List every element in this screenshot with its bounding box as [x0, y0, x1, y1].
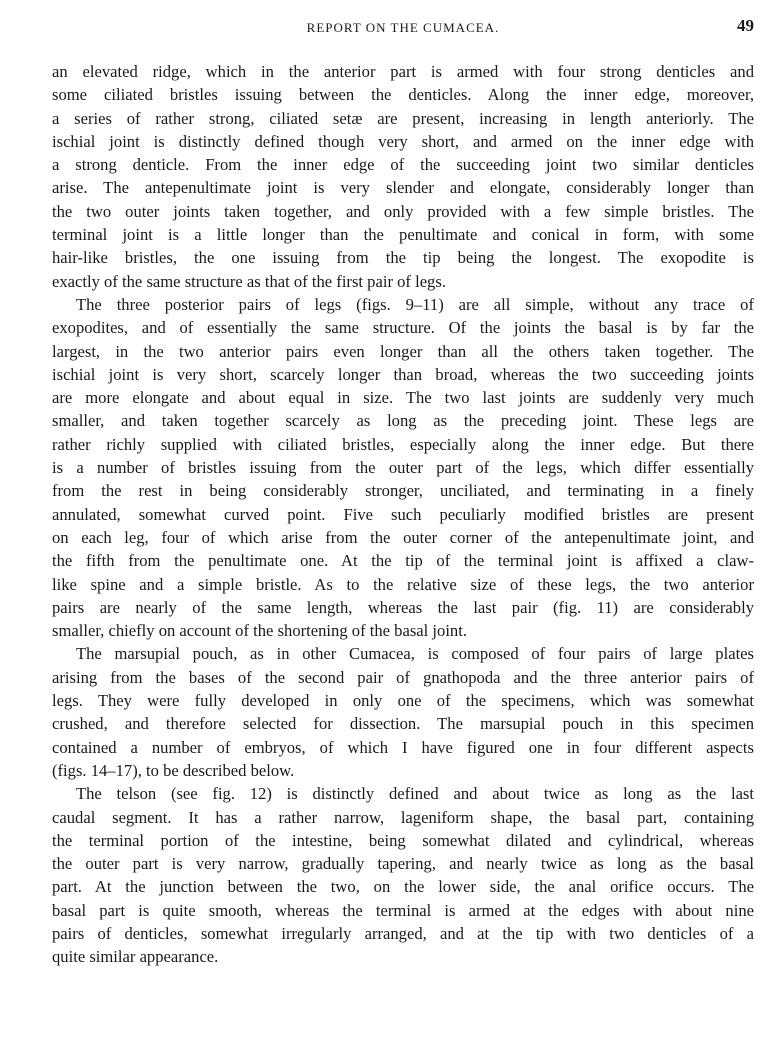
- text-line: like spine and a simple bristle. As to the relative size of these legs, the two anterior: [52, 574, 754, 594]
- text-line: (figs. 14–17), to be described below.: [52, 760, 295, 780]
- text-line: from the rest in being considerably stronger, unciliated, and terminating in a finely: [52, 481, 754, 501]
- text-line: terminal joint is a little longer than the penultimate and conical in form, with some: [52, 225, 754, 245]
- text-line: contained a number of embryos, of which I have figured one in four different aspects: [52, 737, 754, 757]
- text-line: the two outer joints taken together, and only provided with a few simple bristles. The: [52, 201, 754, 221]
- text-line: pairs of denticles, somewhat irregularly arranged, and at the tip with two denticles of a: [52, 923, 754, 943]
- text-line: The marsupial pouch, as in other Cumacea, is composed of four pairs of large plates: [76, 644, 754, 664]
- body-text: [52, 60, 754, 969]
- paragraph: [52, 782, 754, 968]
- text-line: caudal segment. It has a rather narrow, lageniform shape, the basal part, containing: [52, 807, 754, 827]
- text-line: a strong denticle. From the inner edge of the succeeding joint two similar denticles: [52, 155, 754, 175]
- text-line: the terminal portion of the intestine, being somewhat dilated and cylindrical, whereas: [52, 830, 754, 850]
- text-line: some ciliated bristles issuing between the denticles. Along the inner edge, moreover,: [52, 85, 754, 105]
- text-line: hair-like bristles, the one issuing from the tip being the longest. The exopodite is: [52, 248, 754, 268]
- text-line: on each leg, four of which arise from the outer corner of the antepenultimate joint, and: [52, 527, 754, 547]
- text-line: annulated, somewhat curved point. Five such peculiarly modified bristles are present: [52, 504, 754, 524]
- text-line: rather richly supplied with ciliated bristles, especially along the inner edge. But there: [52, 434, 754, 454]
- text-line: largest, in the two anterior pairs even longer than all the others taken together. The: [52, 341, 754, 361]
- text-line: quite similar appearance.: [52, 947, 219, 967]
- text-line: the fifth from the penultimate one. At the tip of the terminal joint is affixed a claw-: [52, 551, 754, 571]
- text-line: legs. They were fully developed in only one of the specimens, which was somewhat: [52, 691, 754, 711]
- paragraph: [52, 642, 754, 782]
- text-line: the outer part is very narrow, gradually tapering, and nearly twice as long as the basal: [52, 854, 754, 874]
- text-line: part. At the junction between the two, on the lower side, the anal orifice occurs. The: [52, 877, 754, 897]
- text-line: arising from the bases of the second pair of gnathopoda and the three anterior pairs of: [52, 667, 754, 687]
- page-header: [52, 16, 754, 40]
- text-line: smaller, chiefly on account of the shortening of the basal joint.: [52, 621, 467, 641]
- text-line: arise. The antepenultimate joint is very slender and elongate, considerably longer than: [52, 178, 754, 198]
- text-line: exactly of the same structure as that of the first pair of legs.: [52, 271, 446, 291]
- text-line: crushed, and therefore selected for dissection. The marsupial pouch in this specimen: [52, 714, 754, 734]
- text-line: an elevated ridge, which in the anterior part is armed with four strong denticles and: [52, 62, 754, 81]
- page-number: 49: [737, 16, 754, 35]
- text-line: The telson (see fig. 12) is distinctly defined and about twice as long as the last: [76, 784, 754, 804]
- text-line: ischial joint is very short, scarcely longer than broad, whereas the two succeeding joints: [52, 364, 754, 384]
- text-line: The three posterior pairs of legs (figs. 9–11) are all simple, without any trace of: [76, 294, 754, 314]
- paragraph: [52, 60, 754, 293]
- text-line: pairs are nearly of the same length, whereas the last pair (fig. 11) are considerably: [52, 597, 754, 617]
- text-line: basal part is quite smooth, whereas the terminal is armed at the edges with about nine: [52, 900, 754, 920]
- text-line: are more elongate and about equal in size. The two last joints are suddenly very much: [52, 388, 754, 408]
- text-line: smaller, and taken together scarcely as long as the preceding joint. These legs are: [52, 411, 754, 431]
- running-title: REPORT ON THE CUMACEA.: [306, 20, 500, 35]
- text-line: is a number of bristles issuing from the outer part of the legs, which differ essentially: [52, 458, 754, 478]
- text-line: exopodites, and of essentially the same structure. Of the joints the basal is by far the: [52, 318, 754, 338]
- text-line: ischial joint is distinctly defined though very short, and armed on the inner edge with: [52, 131, 754, 151]
- paragraph: [52, 293, 754, 642]
- text-line: a series of rather strong, ciliated setæ are present, increasing in length anteriorly. The: [52, 108, 754, 128]
